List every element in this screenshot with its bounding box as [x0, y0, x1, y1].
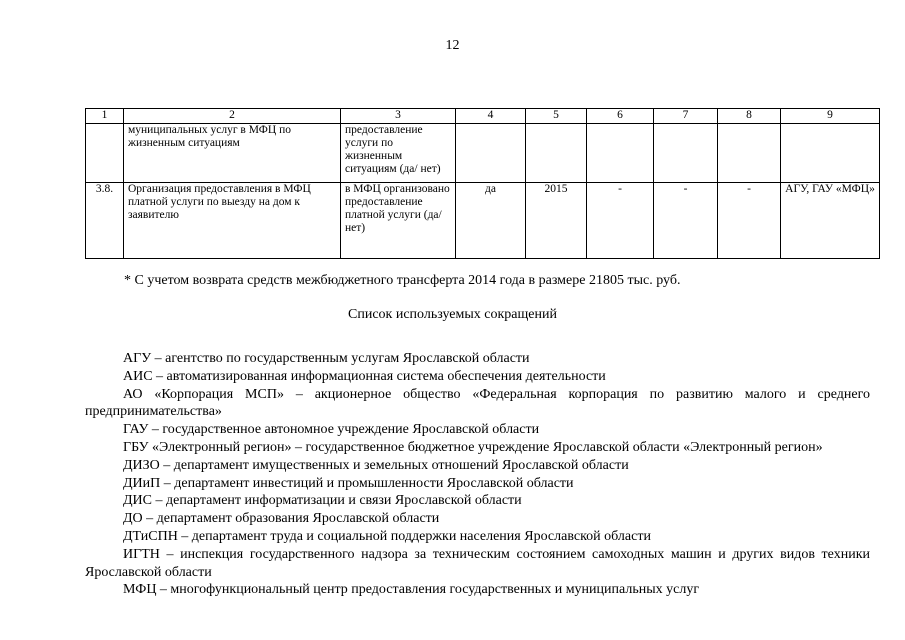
table-row [86, 124, 880, 183]
abbreviation-item: ДТиСПН – департамент труда и социальной поддержки населения Ярославской области [123, 528, 651, 544]
table-cell: да [456, 183, 526, 259]
abbreviation-item: ИГТН – инспекция государственного надзора за техническим состоянием самоходных машин и других видов техники Ярославской области [85, 546, 870, 580]
header-cell: 4 [456, 109, 526, 124]
abbreviation-item: МФЦ – многофункциональный центр предоставления государственных и муниципальных услуг [123, 582, 700, 598]
abbreviations-list [85, 350, 870, 599]
abbreviation-item: ГАУ – государственное автономное учреждение Ярославской области [123, 422, 540, 438]
table-cell [456, 124, 526, 183]
abbreviation-item: ДИС – департамент информатизации и связи Ярославской области [123, 493, 522, 509]
table-cell: 3.8. [86, 183, 124, 259]
table-cell: муниципальных услуг в МФЦ по жизненным ситуациям [124, 124, 341, 183]
header-cell: 9 [781, 109, 880, 124]
header-cell: 3 [341, 109, 456, 124]
table-cell [654, 124, 718, 183]
table-cell [587, 124, 654, 183]
table-cell [718, 124, 781, 183]
abbreviation-item: АИС – автоматизированная информационная система обеспечения деятельности [123, 368, 606, 384]
table-cell: - [718, 183, 781, 259]
table-cell: - [587, 183, 654, 259]
table-cell: 2015 [526, 183, 587, 259]
abbreviation-item: ДИиП – департамент инвестиций и промышленности Ярославской области [123, 475, 574, 491]
table-cell: в МФЦ организовано предоставление платной услуги (да/ нет) [341, 183, 456, 259]
abbreviation-item: АО «Корпорация МСП» – акционерное общество «Федеральная корпорация по развитию малого и среднего предпринимательства» [85, 386, 870, 420]
table-cell: предоставление услуги по жизненным ситуациям (да/ нет) [341, 124, 456, 183]
header-cell: 2 [124, 109, 341, 124]
header-cell: 1 [86, 109, 124, 124]
table-cell: - [654, 183, 718, 259]
header-cell: 6 [587, 109, 654, 124]
table-cell: Организация предоставления в МФЦ платной услуги по выезду на дом к заявителю [124, 183, 341, 259]
abbreviation-item: ГБУ «Электронный регион» – государственное бюджетное учреждение Ярославской области «Электронный регион» [123, 439, 823, 455]
measures-table [85, 108, 880, 259]
table-row [86, 183, 880, 259]
table-cell: АГУ, ГАУ «МФЦ» [781, 183, 880, 259]
header-cell: 7 [654, 109, 718, 124]
abbreviation-item: АГУ – агентство по государственным услугам Ярославской области [123, 351, 530, 366]
abbreviation-item: ДО – департамент образования Ярославской области [123, 511, 440, 527]
abbreviation-item: ДИЗО – департамент имущественных и земельных отношений Ярославской области [123, 457, 629, 473]
table-cell [781, 124, 880, 183]
table-cell [526, 124, 587, 183]
abbreviations-title: Список используемых сокращений [348, 307, 557, 322]
header-cell: 5 [526, 109, 587, 124]
table-cell [86, 124, 124, 183]
footnote: * С учетом возврата средств межбюджетного трансферта 2014 года в размере 21805 тыс. руб. [124, 273, 681, 288]
header-cell: 8 [718, 109, 781, 124]
table-header-row [86, 109, 880, 124]
page-number: 12 [445, 38, 460, 53]
